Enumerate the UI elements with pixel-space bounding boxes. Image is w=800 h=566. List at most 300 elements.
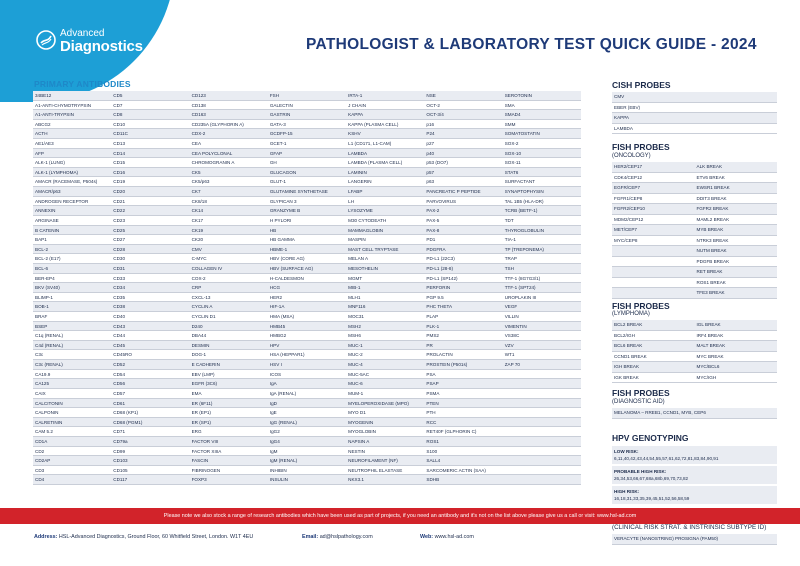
antibody-cell: ANNEXIN: [33, 206, 111, 216]
antibody-cell: PAX-2: [424, 206, 502, 216]
antibody-cell: PTEN: [424, 399, 502, 409]
antibody-cell: [503, 427, 581, 437]
antibody-cell: CALRETININ: [33, 418, 111, 428]
antibody-cell: SOX-2: [503, 139, 581, 149]
antibody-cell: BSEP: [33, 322, 111, 332]
antibody-cell: IgM (RENAL): [268, 456, 346, 466]
fish-lymphoma-sub: (LYMPHOMA): [612, 311, 650, 317]
antibody-cell: GATA-3: [268, 120, 346, 130]
antibody-cell: CD3: [33, 466, 111, 476]
antibody-cell: CD34: [111, 283, 189, 293]
cish-item: KAPPA: [612, 113, 777, 124]
antibody-cell: PD-L1 (SP142): [424, 274, 502, 284]
antibody-cell: H PYLORI: [268, 216, 346, 226]
antibody-cell: C3c (RENAL): [33, 360, 111, 370]
antibody-cell: DBA44: [190, 331, 268, 341]
antibody-cell: IgM: [268, 447, 346, 457]
antibody-cell: IgE: [268, 408, 346, 418]
logo-icon: [36, 30, 56, 50]
antibody-cell: WT1: [503, 350, 581, 360]
probe-item: FGFR1/CEP8: [612, 194, 695, 205]
antibody-cell: [503, 475, 581, 485]
antibody-cell: LANGERIN: [346, 177, 424, 187]
antibody-cell: GH: [268, 158, 346, 168]
breast-item: VERACYTE (NANOSTRING) PROSIGNA (PAM50): [612, 534, 777, 545]
address-text: HSL-Advanced Diagnostics, Ground Floor, 60 Whitfield Street, London. W1T 4EU: [58, 534, 254, 540]
antibody-cell: HSA (HEPPAR1): [268, 350, 346, 360]
antibody-cell: IgA (RENAL): [268, 389, 346, 399]
fish-oncology-list: [612, 162, 777, 299]
fish-oncology-sub: (ONCOLOGY): [612, 153, 651, 159]
antibody-cell: D240: [190, 322, 268, 332]
probe-item: MYC BREAK: [695, 352, 778, 363]
antibody-cell: PERFORIN: [424, 283, 502, 293]
antibody-cell: CD13: [111, 139, 189, 149]
antibody-cell: CD54: [111, 370, 189, 380]
antibody-cell: MSH6: [346, 331, 424, 341]
antibody-cell: NEUTROPHIL ELASTASE: [346, 466, 424, 476]
antibody-cell: MASPIN: [346, 235, 424, 245]
antibody-cell: CD35: [111, 293, 189, 303]
probe-item: MYC/CEP8: [612, 236, 695, 247]
diagnostic-item: MELANOMA – RREB1, CCND1, MYB, CEP6: [612, 408, 777, 419]
antibody-cell: CD2: [33, 447, 111, 457]
web-link[interactable]: www.hsl-ad.com: [434, 534, 474, 540]
antibody-cell: SDHB: [424, 475, 502, 485]
antibody-cell: DOG-1: [190, 350, 268, 360]
antibody-cell: KAPPA (PLASMA CELL): [346, 120, 424, 130]
antibody-cell: MUC-1: [346, 341, 424, 351]
antibody-cell: HER2: [268, 293, 346, 303]
probe-item: MYC/IGH: [695, 373, 778, 384]
antibody-cell: EMA: [190, 389, 268, 399]
antibody-cell: OCT-3/4: [424, 110, 502, 120]
antibody-cell: VS38C: [503, 331, 581, 341]
antibody-cell: CK5: [190, 168, 268, 178]
antibody-cell: PLAP: [424, 312, 502, 322]
antibody-cell: PAX-8: [424, 226, 502, 236]
address-label: Address:: [34, 534, 58, 540]
antibody-cell: LFABP: [346, 187, 424, 197]
antibody-cell: ERG: [190, 427, 268, 437]
antibody-cell: MUC-4: [346, 360, 424, 370]
antibody-cell: VZV: [503, 341, 581, 351]
antibody-cell: CRP: [190, 283, 268, 293]
antibody-cell: BER-EP4: [33, 274, 111, 284]
antibody-cell: MIB-1: [346, 283, 424, 293]
antibody-cell: MUC-6: [346, 379, 424, 389]
antibody-cell: LAMININ: [346, 168, 424, 178]
antibody-cell: SMM: [503, 120, 581, 130]
antibody-cell: CD40: [111, 312, 189, 322]
antibody-cell: TRAP: [503, 254, 581, 264]
antibody-cell: CD16: [111, 168, 189, 178]
antibody-cell: THYROGLOBULIN: [503, 226, 581, 236]
antibody-cell: GCET-1: [268, 139, 346, 149]
antibody-cell: PD-L1 (28-8): [424, 264, 502, 274]
antibody-cell: MYO D1: [346, 408, 424, 418]
antibody-cell: CD123: [190, 91, 268, 101]
antibody-cell: CK8/18: [190, 197, 268, 207]
antibody-cell: CD138: [190, 101, 268, 111]
antibody-cell: TCRB (BETF-1): [503, 206, 581, 216]
antibody-cell: CD27: [111, 235, 189, 245]
antibody-cell: CD43: [111, 322, 189, 332]
antibody-cell: HIF-1A: [268, 302, 346, 312]
antibody-cell: CD38: [111, 302, 189, 312]
page-title: PATHOLOGIST & LABORATORY TEST QUICK GUIDE - 2024: [306, 36, 757, 53]
antibody-cell: CD45RO: [111, 350, 189, 360]
antibody-cell: PMS2: [424, 331, 502, 341]
cish-item: LAMBDA: [612, 124, 777, 135]
fish-oncology-heading: FISH PROBES: [612, 142, 670, 152]
probe-item: IGH BREAK: [612, 362, 695, 373]
antibody-cell: GASTRIN: [268, 110, 346, 120]
antibody-cell: FACTOR XIIIA: [190, 447, 268, 457]
antibody-cell: HMBG2: [268, 331, 346, 341]
antibody-cell: ROS1: [424, 437, 502, 447]
antibody-cell: PSMA: [424, 389, 502, 399]
antibody-cell: CAM 5.2: [33, 427, 111, 437]
antibody-cell: MYOGLOBIN: [346, 427, 424, 437]
antibody-cell: BCL-2 (E17): [33, 254, 111, 264]
antibody-cell: ANDROGEN RECEPTOR: [33, 197, 111, 207]
antibody-cell: HPV: [268, 341, 346, 351]
probe-item: CDK4/CEP12: [612, 173, 695, 184]
breast-subheading: (CLINICAL RISK STRAT. & INSTRINSIC SUBTYPE ID): [612, 524, 767, 531]
antibody-cell: CD1A: [33, 437, 111, 447]
antibody-cell: ALK-1 (LUNG): [33, 158, 111, 168]
probe-item: NTRK3 BREAK: [695, 236, 778, 247]
antibody-cell: FACTOR VIII: [190, 437, 268, 447]
antibody-cell: CA125: [33, 379, 111, 389]
email-link[interactable]: ad@hslpathology.com: [319, 534, 373, 540]
antibody-cell: NAPSIN A: [346, 437, 424, 447]
antibody-cell: CD11C: [111, 129, 189, 139]
antibody-cell: MELAN A: [346, 254, 424, 264]
antibody-cell: IgA: [268, 379, 346, 389]
antibody-cell: CD30: [111, 254, 189, 264]
antibody-cell: AMACR (RACEMASE, P504s): [33, 177, 111, 187]
antibody-cell: CD57: [111, 389, 189, 399]
antibody-cell: CD117: [111, 475, 189, 485]
antibody-cell: AE1/AE3: [33, 139, 111, 149]
fish-diagnostic-list: [612, 408, 777, 419]
probe-item: RET BREAK: [695, 267, 778, 278]
antibody-cell: PSAP: [424, 379, 502, 389]
antibody-cell: PANCREATIC P PEPTIDE: [424, 187, 502, 197]
probe-item: EWSR1 BREAK: [695, 183, 778, 194]
antibody-cell: A1-ANTI-CHYMOTRYPSIN: [33, 101, 111, 111]
antibody-cell: GALECTIN: [268, 101, 346, 111]
antibody-cell: C4d (RENAL): [33, 341, 111, 351]
antibody-cell: p53 (DO7): [424, 158, 502, 168]
antibody-cell: CD45: [111, 341, 189, 351]
antibody-cell: SEROTONIN: [503, 91, 581, 101]
antibody-cell: CK20: [190, 235, 268, 245]
antibody-cell: HMB45: [268, 322, 346, 332]
hpv-groups: [612, 446, 777, 506]
antibody-cell: OCT-2: [424, 101, 502, 111]
antibody-cell: FIBRINOGEN: [190, 466, 268, 476]
antibody-cell: CD68 (KP1): [111, 408, 189, 418]
antibody-cell: CD4: [33, 475, 111, 485]
antibody-cell: CD21: [111, 197, 189, 207]
probe-item: MET/CEP7: [612, 225, 695, 236]
antibody-cell: PSA: [424, 370, 502, 380]
antibody-cell: HSV I: [268, 360, 346, 370]
antibody-cell: CD33: [111, 274, 189, 284]
hpv-risk-values: 26,34,53,66,67,68a,68b,69,70,73,82: [612, 475, 777, 486]
antibody-cell: L1 (CD171, L1-CAM): [346, 139, 424, 149]
antibody-cell: HBV (CORE AG): [268, 254, 346, 264]
antibody-cell: CD15: [111, 158, 189, 168]
antibody-cell: PLK-1: [424, 322, 502, 332]
antibody-cell: [503, 370, 581, 380]
hpv-risk-label: LOW RISK:: [612, 446, 777, 455]
logo[interactable]: [60, 28, 143, 54]
antibody-cell: GCDFP-15: [268, 129, 346, 139]
research-notice-banner: Please note we also stock a range of research antibodies which have been used as part of projects, if you need an antibody and it's not on the list above please give us a call or visit: www.hsl-ad.com: [0, 508, 800, 524]
antibody-cell: CD235A (GLYPHORIN A): [190, 120, 268, 130]
probe-item: ROS1 BREAK: [695, 278, 778, 289]
antibody-cell: STAT6: [503, 168, 581, 178]
antibody-cell: CD61: [111, 399, 189, 409]
antibody-cell: [503, 418, 581, 428]
antibody-cell: CAIX: [33, 389, 111, 399]
probe-item: FGFR2 BREAK: [695, 204, 778, 215]
antibody-cell: A1-ANTI-TRYPSIN: [33, 110, 111, 120]
antibody-cell: BOB-1: [33, 302, 111, 312]
antibody-cell: SARCOMERIC ACTIN (SAA): [424, 466, 502, 476]
antibody-cell: TP (TREPONEMA): [503, 245, 581, 255]
antibody-cell: CD25: [111, 226, 189, 236]
antibody-cell: TTF-1 (SPT24): [503, 283, 581, 293]
antibody-cell: LAMBDA: [346, 149, 424, 159]
antibody-cell: CK14: [190, 206, 268, 216]
antibody-cell: KSHV: [346, 129, 424, 139]
antibody-cell: TSH: [503, 264, 581, 274]
fish-diagnostic-sub: (DIAGNOSTIC AID): [612, 399, 665, 405]
antibody-cell: PROSTEIN (P501s): [424, 360, 502, 370]
antibody-cell: CD105: [111, 466, 189, 476]
antibody-cell: MUC-2: [346, 350, 424, 360]
antibody-cell: HB: [268, 226, 346, 236]
antibody-cell: EGFR (3C6): [190, 379, 268, 389]
antibody-cell: GRANZYME B: [268, 206, 346, 216]
antibody-cell: p16: [424, 120, 502, 130]
antibody-cell: MESOTHELIN: [346, 264, 424, 274]
antibody-cell: [503, 379, 581, 389]
probe-item: [612, 278, 695, 289]
antibody-cell: ER (EP1): [190, 408, 268, 418]
antibody-cell: SALL4: [424, 456, 502, 466]
antibody-cell: CEA POLYCLONAL: [190, 149, 268, 159]
antibody-cell: CD56: [111, 379, 189, 389]
cish-item: CMV: [612, 92, 777, 103]
antibody-cell: CD103: [111, 456, 189, 466]
antibody-cell: KAPPA: [346, 110, 424, 120]
probe-item: HER2/CEP17: [612, 162, 695, 173]
probe-item: MALT BREAK: [695, 341, 778, 352]
antibody-cell: p63: [424, 177, 502, 187]
antibody-cell: CD28: [111, 245, 189, 255]
antibody-cell: GLUCAGON: [268, 168, 346, 178]
antibody-cell: NKX3.1: [346, 475, 424, 485]
antibody-cell: PROLACTIN: [424, 350, 502, 360]
antibody-cell: MAST CELL TRYPTASE: [346, 245, 424, 255]
antibody-cell: FOXP3: [190, 475, 268, 485]
probe-item: TFE3 BREAK: [695, 288, 778, 299]
probe-item: MAML2 BREAK: [695, 215, 778, 226]
cish-heading: CISH PROBES: [612, 80, 671, 90]
antibody-cell: VIMENTIN: [503, 322, 581, 332]
antibody-cell: DESMIN: [190, 341, 268, 351]
antibody-cell: FSH: [268, 91, 346, 101]
fish-lymphoma-heading: FISH PROBES: [612, 301, 670, 311]
antibody-cell: C3c: [33, 350, 111, 360]
antibody-cell: CD10: [111, 120, 189, 130]
logo-line2: Diagnostics: [60, 38, 143, 55]
probe-item: PDGFB BREAK: [695, 257, 778, 268]
antibody-cell: 34BE12: [33, 91, 111, 101]
antibody-cell: CK17: [190, 216, 268, 226]
antibody-cell: GLUT-1: [268, 177, 346, 187]
antibody-cell: IgG (RENAL): [268, 418, 346, 428]
antibody-cell: CD14: [111, 149, 189, 159]
antibody-cell: [503, 408, 581, 418]
antibody-cell: TIA-1: [503, 235, 581, 245]
antibody-cell: RET40F (GLPHORIN C): [424, 427, 502, 437]
fish-diagnostic-heading: FISH PROBES: [612, 388, 670, 398]
antibody-cell: CD163: [190, 110, 268, 120]
antibody-cell: CHROMOGRANIN A: [190, 158, 268, 168]
probe-item: IGK BREAK: [612, 373, 695, 384]
antibody-cell: PDGFRA: [424, 245, 502, 255]
hpv-risk-values: 16,18,31,33,35,39,45,51,52,56,58,59: [612, 495, 777, 506]
antibody-cell: CD2AP: [33, 456, 111, 466]
antibody-cell: BKV (SV40): [33, 283, 111, 293]
antibody-cell: ICOS: [268, 370, 346, 380]
antibody-cell: AMACR/p63: [33, 187, 111, 197]
antibody-cell: TTF-1 (8G7G3/1): [503, 274, 581, 284]
probe-item: FGFR2/CEP10: [612, 204, 695, 215]
antibody-cell: ER (6F11): [190, 399, 268, 409]
antibody-cell: PD1: [424, 235, 502, 245]
probe-item: BCL2 BREAK: [612, 320, 695, 331]
hpv-heading: HPV GENOTYPING: [612, 433, 689, 443]
antibody-cell: CK7: [190, 187, 268, 197]
antibody-cell: CD19: [111, 177, 189, 187]
antibody-cell: E CADHERIN: [190, 360, 268, 370]
antibody-cell: ZAP 70: [503, 360, 581, 370]
antibody-cell: INSULIN: [268, 475, 346, 485]
antibody-cell: CALCITONIN: [33, 399, 111, 409]
probe-item: DDIT3 BREAK: [695, 194, 778, 205]
antibody-cell: p40: [424, 149, 502, 159]
antibody-cell: HBV (SURFACE AG): [268, 264, 346, 274]
antibody-cell: SURFACTANT: [503, 177, 581, 187]
antibody-cell: GFAP: [268, 149, 346, 159]
probe-item: BCL6 BREAK: [612, 341, 695, 352]
antibody-cell: AFP: [33, 149, 111, 159]
antibody-cell: CK5/p63: [190, 177, 268, 187]
probe-item: [612, 267, 695, 278]
antibody-cell: M30 CYTODEATH: [346, 216, 424, 226]
probe-item: [612, 246, 695, 257]
antibody-cell: CD99: [111, 447, 189, 457]
antibody-cell: NEUROFILAMENT (NF): [346, 456, 424, 466]
antibody-cell: SYNAPTOPHYSIN: [503, 187, 581, 197]
antibody-cell: VEGF: [503, 302, 581, 312]
antibody-cell: CD5: [111, 91, 189, 101]
antibody-cell: NSE: [424, 91, 502, 101]
hpv-risk-values: 6,11,40,42,43,44,54,55,57,61,62,72,81,83,84,90,91: [612, 455, 777, 466]
antibody-cell: SOX-10: [503, 149, 581, 159]
logo-line1: Advanced: [60, 28, 105, 39]
antibody-cell: PTH: [424, 408, 502, 418]
hpv-risk-label: PROBABLE HIGH RISK:: [612, 466, 777, 475]
antibody-cell: CALPONIN: [33, 408, 111, 418]
probe-item: MYC/BCL6: [695, 362, 778, 373]
antibody-cell: IgG4: [268, 437, 346, 447]
primary-antibodies-heading: PRIMARY ANTIBODIES: [34, 79, 131, 89]
antibody-cell: MYOGENIN: [346, 418, 424, 428]
antibody-cell: HMA (MSA): [268, 312, 346, 322]
antibody-cell: MUC-5AC: [346, 370, 424, 380]
antibody-cell: MOC31: [346, 312, 424, 322]
antibody-cell: CDX-2: [190, 129, 268, 139]
antibody-cell: BRAF: [33, 312, 111, 322]
antibody-cell: MNF116: [346, 302, 424, 312]
antibody-cell: ER (SP1): [190, 418, 268, 428]
antibody-cell: J CHAIN: [346, 101, 424, 111]
antibody-cell: CD31: [111, 264, 189, 274]
primary-antibodies-table: [33, 91, 581, 485]
antibody-cell: IgD: [268, 399, 346, 409]
antibody-cell: TDT: [503, 216, 581, 226]
antibody-cell: PAX-5: [424, 216, 502, 226]
antibody-cell: TAL 1B5 (HLA-DR): [503, 197, 581, 207]
antibody-cell: VILLIN: [503, 312, 581, 322]
antibody-cell: CD8: [111, 110, 189, 120]
antibody-cell: BLIMP-1: [33, 293, 111, 303]
antibody-cell: CXCL-13: [190, 293, 268, 303]
antibody-cell: SMAD4: [503, 110, 581, 120]
antibody-cell: MSH2: [346, 322, 424, 332]
antibody-cell: [503, 437, 581, 447]
antibody-cell: CD79a: [111, 437, 189, 447]
antibody-cell: p27: [424, 139, 502, 149]
antibody-cell: [503, 389, 581, 399]
antibody-cell: COX-2: [190, 274, 268, 284]
antibody-cell: ABCG2: [33, 120, 111, 130]
probe-item: ETV6 BREAK: [695, 173, 778, 184]
antibody-cell: HB GAMMA: [268, 235, 346, 245]
antibody-cell: ALK-1 (LYMPHOMA): [33, 168, 111, 178]
antibody-cell: MGMT: [346, 274, 424, 284]
antibody-cell: SOMATOSTATIN: [503, 129, 581, 139]
antibody-cell: COLLAGEN IV: [190, 264, 268, 274]
antibody-cell: [503, 399, 581, 409]
antibody-cell: MUM-1: [346, 389, 424, 399]
antibody-cell: GLYPICAN 3: [268, 197, 346, 207]
antibody-cell: BAP1: [33, 235, 111, 245]
antibody-cell: P24: [424, 129, 502, 139]
antibody-cell: IgG2: [268, 427, 346, 437]
probe-item: [612, 257, 695, 268]
web-label: Web:: [420, 534, 434, 540]
